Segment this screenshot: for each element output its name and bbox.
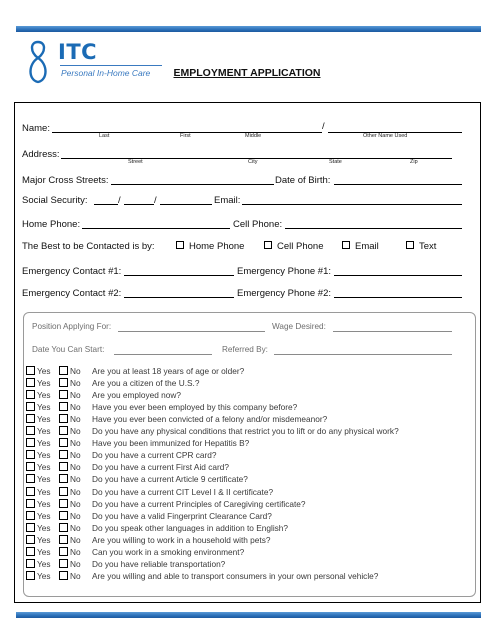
no-label: No: [70, 534, 81, 545]
no-checkbox[interactable]: [59, 499, 68, 508]
no-label: No: [70, 474, 81, 485]
emergency-phone-1-field[interactable]: [334, 275, 462, 276]
question-row: [26, 389, 466, 401]
no-checkbox[interactable]: [59, 559, 68, 568]
no-label: No: [70, 558, 81, 569]
question-text: Do you speak other languages in addition to English?: [92, 522, 289, 533]
ssn-sep-1: /: [118, 195, 121, 206]
cross-streets-label: Major Cross Streets:: [22, 175, 109, 186]
position-field[interactable]: [118, 331, 265, 332]
yes-label: Yes: [37, 522, 51, 533]
yes-checkbox[interactable]: [26, 487, 35, 496]
question-text: Do you have a valid Fingerprint Clearance Card?: [92, 510, 272, 521]
question-text: Have you ever been convicted of a felony and/or misdemeanor?: [92, 414, 328, 425]
best-option-label: Email: [355, 241, 379, 252]
no-label: No: [70, 438, 81, 449]
yes-label: Yes: [37, 486, 51, 497]
name-sub-middle: Middle: [245, 133, 262, 139]
no-checkbox[interactable]: [59, 523, 68, 532]
no-label: No: [70, 366, 81, 376]
yes-label: Yes: [37, 474, 51, 485]
no-checkbox[interactable]: [59, 366, 68, 375]
yes-label: Yes: [37, 414, 51, 425]
position-label: Position Applying For:: [32, 322, 112, 331]
no-checkbox[interactable]: [59, 511, 68, 520]
question-text: Do you have reliable transportation?: [92, 558, 226, 569]
yes-checkbox[interactable]: [26, 426, 35, 435]
emergency-contact-2-field[interactable]: [124, 297, 234, 298]
address-sub-zip: Zip: [410, 159, 418, 165]
yes-checkbox[interactable]: [26, 559, 35, 568]
question-row: [26, 510, 466, 522]
question-row: [26, 570, 466, 582]
yes-checkbox[interactable]: [26, 547, 35, 556]
yes-label: Yes: [37, 378, 51, 389]
yes-label: Yes: [37, 402, 51, 413]
no-label: No: [70, 486, 81, 497]
email-field[interactable]: [242, 204, 462, 205]
cell-phone-label: Cell Phone:: [233, 219, 283, 230]
question-text: Do you have a current Principles of Caregiving certificate?: [92, 498, 306, 509]
dob-field[interactable]: [334, 184, 462, 185]
yes-label: Yes: [37, 390, 51, 401]
brand-tagline: Personal In-Home Care: [61, 68, 151, 78]
best-option-label: Text: [419, 241, 437, 252]
yes-checkbox[interactable]: [26, 414, 35, 423]
best-option-text[interactable]: [406, 241, 436, 252]
no-checkbox[interactable]: [59, 390, 68, 399]
question-text: Are you at least 18 years of age or older?: [92, 366, 245, 376]
yes-label: Yes: [37, 558, 51, 569]
no-label: No: [70, 402, 81, 413]
question-row: [26, 473, 466, 485]
question-row: [26, 498, 466, 510]
question-row: [26, 413, 466, 425]
address-sub-state: State: [329, 159, 342, 165]
question-text: Do you have any physical conditions that restrict you to lift or do any physical work?: [92, 426, 399, 437]
yes-checkbox[interactable]: [26, 535, 35, 544]
question-row: [26, 522, 466, 534]
dob-label: Date of Birth:: [275, 175, 331, 186]
question-text: Are you a citizen of the U.S.?: [92, 378, 200, 389]
checkbox-icon: [176, 241, 184, 249]
yes-label: Yes: [37, 534, 51, 545]
question-row: [26, 365, 466, 377]
emergency-contact-2-label: Emergency Contact #2:: [22, 288, 122, 299]
yes-label: Yes: [37, 426, 51, 437]
yes-checkbox[interactable]: [26, 499, 35, 508]
yes-checkbox[interactable]: [26, 462, 35, 471]
wage-field[interactable]: [333, 331, 452, 332]
yes-label: Yes: [37, 546, 51, 557]
emergency-contact-1-field[interactable]: [124, 275, 234, 276]
yes-checkbox[interactable]: [26, 511, 35, 520]
yes-label: Yes: [37, 450, 51, 461]
yes-checkbox[interactable]: [26, 402, 35, 411]
emergency-contact-1-label: Emergency Contact #1:: [22, 266, 122, 277]
question-text: Have you been immunized for Hepatitis B?: [92, 438, 250, 449]
yes-checkbox[interactable]: [26, 474, 35, 483]
no-checkbox[interactable]: [59, 462, 68, 471]
best-option-email[interactable]: [342, 241, 379, 252]
start-date-field[interactable]: [114, 354, 212, 355]
ssn-label: Social Security:: [22, 195, 88, 206]
no-checkbox[interactable]: [59, 547, 68, 556]
question-row: [26, 558, 466, 570]
ssn-part2-field[interactable]: [124, 204, 154, 205]
referred-by-label: Referred By:: [222, 345, 268, 354]
ssn-sep-2: /: [154, 195, 157, 206]
question-text: Do you have a current Article 9 certificate?: [92, 474, 248, 485]
no-label: No: [70, 378, 81, 389]
yes-checkbox[interactable]: [26, 450, 35, 459]
no-label: No: [70, 390, 81, 401]
ssn-part1-field[interactable]: [94, 204, 118, 205]
no-checkbox[interactable]: [59, 571, 68, 580]
question-row: [26, 546, 466, 558]
question-text: Are you willing and able to transport consumers in your own personal vehicle?: [92, 570, 379, 581]
best-option-home-phone[interactable]: [176, 241, 244, 252]
address-sub-city: City: [248, 159, 258, 165]
no-label: No: [70, 498, 81, 509]
emergency-phone-2-field[interactable]: [334, 297, 462, 298]
name-sub-other: Other Name Used: [363, 133, 408, 139]
no-checkbox[interactable]: [59, 378, 68, 387]
yes-checkbox[interactable]: [26, 571, 35, 580]
yes-checkbox[interactable]: [26, 366, 35, 375]
yes-label: Yes: [37, 438, 51, 449]
cell-phone-field[interactable]: [285, 228, 462, 229]
no-checkbox[interactable]: [59, 426, 68, 435]
question-text: Do you have a current First Aid card?: [92, 462, 229, 473]
yes-label: Yes: [37, 498, 51, 509]
yes-checkbox[interactable]: [26, 438, 35, 447]
name-label: Name:: [22, 123, 50, 134]
best-option-label: Cell Phone: [277, 241, 324, 252]
start-date-label: Date You Can Start:: [32, 345, 105, 354]
emergency-phone-2-label: Emergency Phone #2:: [237, 288, 332, 299]
address-label: Address:: [22, 149, 60, 160]
best-option-label: Home Phone: [189, 241, 245, 252]
yes-checkbox[interactable]: [26, 378, 35, 387]
no-checkbox[interactable]: [59, 450, 68, 459]
no-label: No: [70, 450, 81, 461]
yes-checkbox[interactable]: [26, 390, 35, 399]
question-row: [26, 486, 466, 498]
cross-streets-field[interactable]: [111, 184, 274, 185]
home-phone-field[interactable]: [82, 228, 230, 229]
checkbox-icon: [264, 241, 272, 249]
no-label: No: [70, 570, 81, 581]
home-phone-label: Home Phone:: [22, 219, 81, 230]
question-row: [26, 534, 466, 546]
question-row: [26, 449, 466, 461]
question-text: Do you have a current CIT Level I & II certificate?: [92, 486, 274, 497]
question-text: Are you willing to work in a household with pets?: [92, 534, 271, 545]
checkbox-icon: [406, 241, 414, 249]
no-checkbox[interactable]: [59, 474, 68, 483]
no-label: No: [70, 414, 81, 425]
no-checkbox[interactable]: [59, 402, 68, 411]
ssn-part3-field[interactable]: [160, 204, 212, 205]
no-checkbox[interactable]: [59, 438, 68, 447]
question-row: [26, 461, 466, 473]
best-option-cell-phone[interactable]: [264, 241, 323, 252]
yes-label: Yes: [37, 366, 51, 376]
name-sub-last: Last: [99, 133, 110, 139]
question-text: Do you have a current CPR card?: [92, 450, 217, 461]
question-text: Are you employed now?: [92, 390, 182, 401]
no-checkbox[interactable]: [59, 487, 68, 496]
no-checkbox[interactable]: [59, 535, 68, 544]
best-contact-label: The Best to be Contacted is by:: [22, 241, 155, 252]
referred-by-field[interactable]: [274, 354, 452, 355]
no-label: No: [70, 510, 81, 521]
name-slash: /: [322, 121, 325, 132]
brand-name: ITC: [58, 40, 98, 64]
no-label: No: [70, 546, 81, 557]
bottom-decorative-bar: [16, 612, 481, 618]
question-row: [26, 425, 466, 437]
top-decorative-bar: [16, 26, 481, 32]
question-row: [26, 401, 466, 413]
question-row: [26, 377, 466, 389]
yes-checkbox[interactable]: [26, 523, 35, 532]
checkbox-icon: [342, 241, 350, 249]
name-sub-first: First: [180, 133, 191, 139]
address-sub-street: Street: [128, 159, 143, 165]
wage-label: Wage Desired:: [272, 322, 326, 331]
question-text: Have you ever been employed by this company before?: [92, 402, 298, 413]
no-checkbox[interactable]: [59, 414, 68, 423]
question-row: [26, 437, 466, 449]
emergency-phone-1-label: Emergency Phone #1:: [237, 266, 332, 277]
no-label: No: [70, 522, 81, 533]
no-label: No: [70, 426, 81, 437]
no-label: No: [70, 462, 81, 473]
email-label: Email:: [214, 195, 241, 206]
yes-label: Yes: [37, 462, 51, 473]
yes-label: Yes: [37, 510, 51, 521]
yes-label: Yes: [37, 570, 51, 581]
page-title: EMPLOYMENT APPLICATION: [173, 67, 321, 79]
logo-divider: [60, 65, 162, 66]
question-text: Can you work in a smoking environment?: [92, 546, 245, 557]
